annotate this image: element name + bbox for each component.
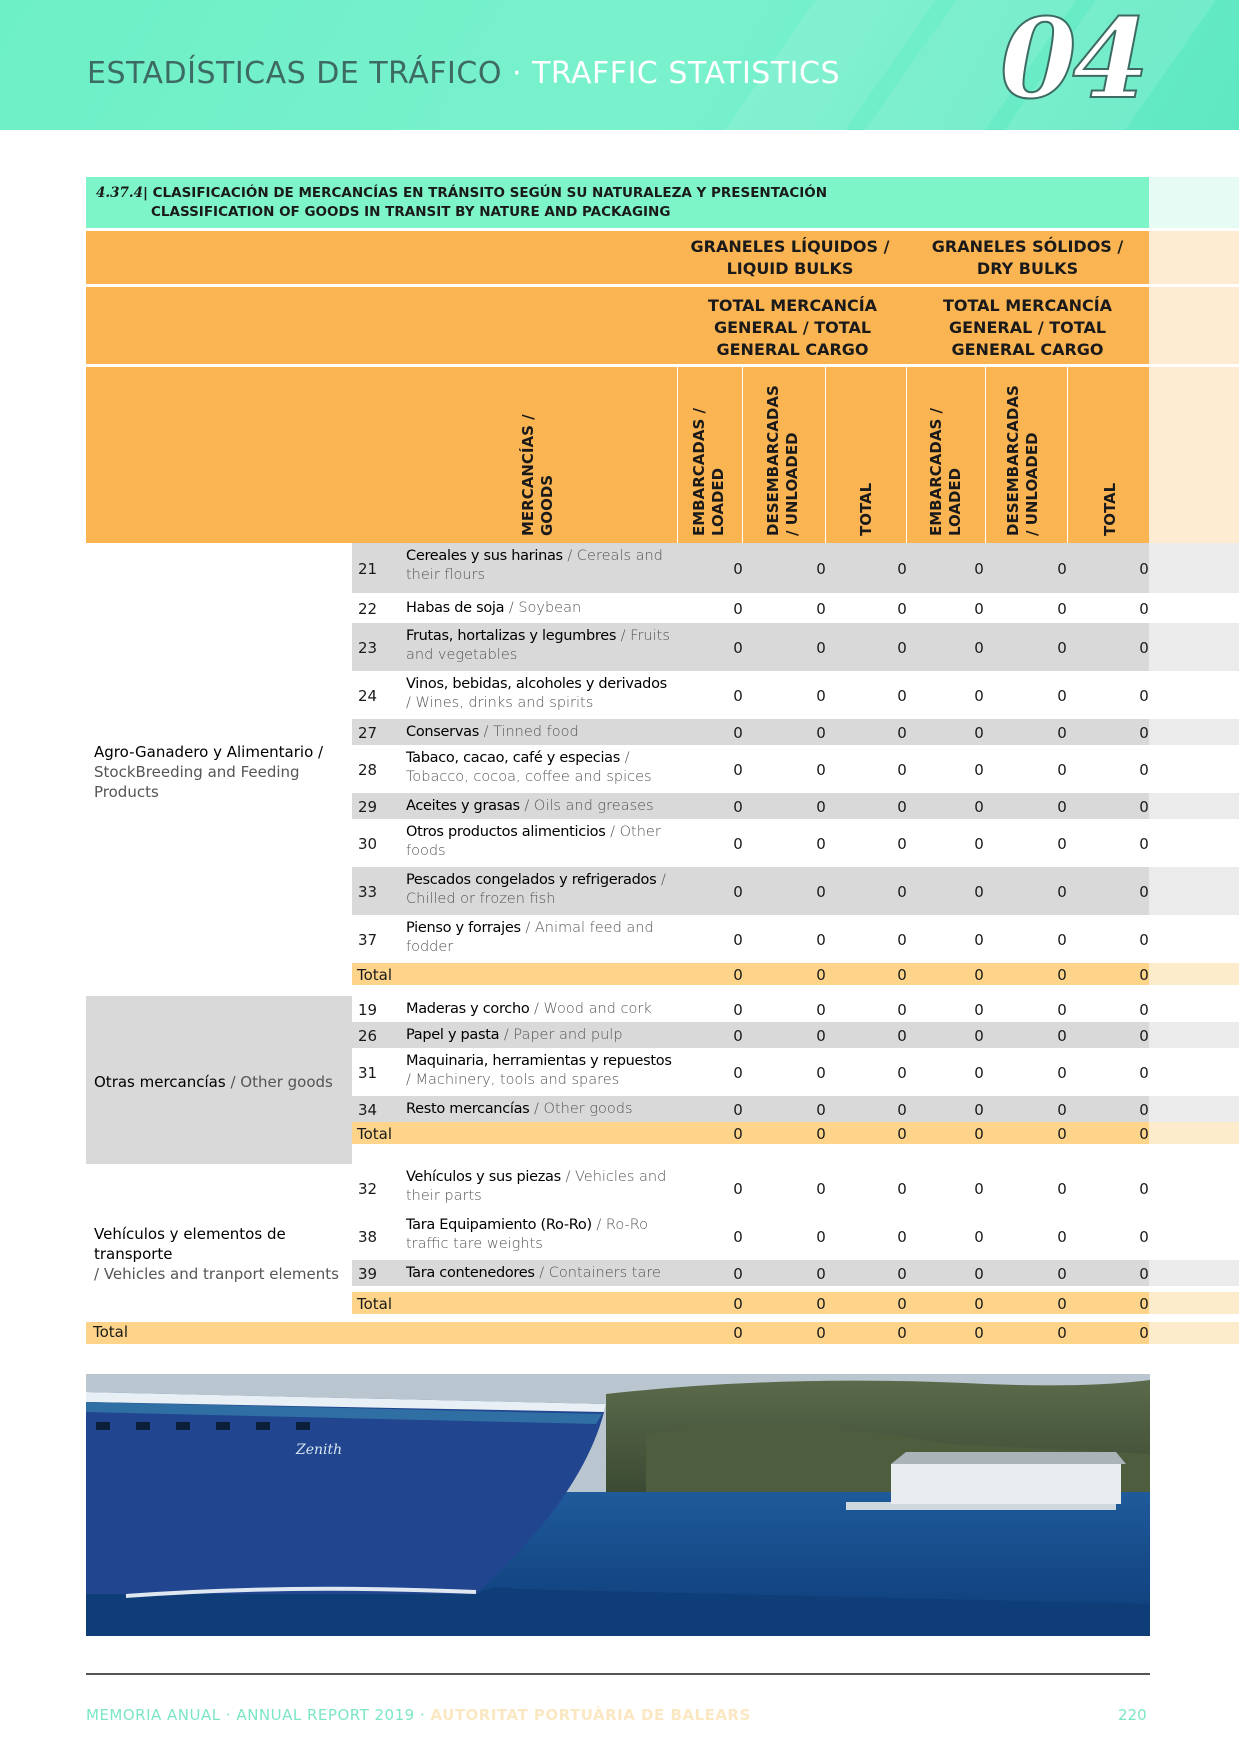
cell-value: 0 xyxy=(897,930,907,949)
cell-value: 0 xyxy=(1057,1264,1067,1283)
header-fade xyxy=(1149,367,1239,543)
cell-value: 0 xyxy=(1139,965,1149,984)
row-description-es: Tara Equipamiento (Ro-Ro) xyxy=(406,1217,592,1233)
group-other xyxy=(86,996,352,1164)
cell-value: 0 xyxy=(733,1100,743,1119)
cell-value: 0 xyxy=(897,1124,907,1143)
table-row xyxy=(352,543,1149,593)
cell-value: 0 xyxy=(1139,834,1149,853)
cell-value: 0 xyxy=(733,1124,743,1143)
row-description xyxy=(406,627,676,665)
row-description-es: Frutas, hortalizas y legumbres xyxy=(406,628,617,644)
cell-value: 0 xyxy=(974,1063,984,1082)
cell-value: 0 xyxy=(897,1179,907,1198)
footer-divider xyxy=(86,1673,1150,1675)
column-divider xyxy=(1067,367,1068,543)
table-row xyxy=(352,867,1149,915)
cell-value: 0 xyxy=(897,797,907,816)
column-divider xyxy=(906,367,907,543)
row-code: 31 xyxy=(358,1063,378,1082)
cell-value: 0 xyxy=(1057,1124,1067,1143)
cell-value: 0 xyxy=(974,797,984,816)
cell-value: 0 xyxy=(897,1227,907,1246)
cell-value: 0 xyxy=(1057,686,1067,705)
cell-value: 0 xyxy=(1057,723,1067,742)
column-divider xyxy=(742,367,743,543)
cell-value: 0 xyxy=(1057,1026,1067,1045)
cell-value: 0 xyxy=(733,834,743,853)
row-description-es: Maderas y corcho xyxy=(406,1000,530,1017)
cell-value: 0 xyxy=(1057,1179,1067,1198)
cell-value: 0 xyxy=(1139,1124,1149,1143)
cell-value: 0 xyxy=(1139,686,1149,705)
cell-value: 0 xyxy=(816,1294,826,1313)
cell-value: 0 xyxy=(974,686,984,705)
cell-value: 0 xyxy=(1057,797,1067,816)
row-description-es: Aceites y grasas xyxy=(406,797,520,814)
cell-value: 0 xyxy=(974,760,984,779)
subtotal-row xyxy=(352,1122,1149,1144)
row-description xyxy=(406,599,676,618)
cell-value: 0 xyxy=(1057,1227,1067,1246)
row-code: 24 xyxy=(358,686,378,705)
cell-value: 0 xyxy=(897,965,907,984)
footer-port: AUTORITAT PORTUÀRIA DE BALEARS xyxy=(430,1706,751,1724)
row-code: 21 xyxy=(358,559,378,578)
subtotal-label: Total xyxy=(357,1294,393,1313)
cell-value: 0 xyxy=(816,686,826,705)
cell-value: 0 xyxy=(1139,1264,1149,1283)
row-fade xyxy=(1149,1122,1239,1144)
cell-value: 0 xyxy=(1139,1294,1149,1313)
page-number: 220 xyxy=(1118,1706,1147,1724)
group-label-es: Agro-Ganadero y Alimentario / xyxy=(94,743,324,761)
footer-report: MEMORIA ANUAL · ANNUAL REPORT 2019 · xyxy=(86,1706,431,1724)
cell-value: 0 xyxy=(1057,599,1067,618)
group-label-en: / Vehicles and tranport elements xyxy=(94,1265,339,1283)
cell-value: 0 xyxy=(974,1100,984,1119)
group-label-es: Vehículos y elementos de transporte xyxy=(94,1225,286,1263)
header-band-columns xyxy=(86,367,1149,543)
cell-value: 0 xyxy=(733,1264,743,1283)
ferry-photo xyxy=(86,1374,1150,1636)
cell-value: 0 xyxy=(1057,1294,1067,1313)
cell-value: 0 xyxy=(1139,559,1149,578)
cell-value: 0 xyxy=(816,1264,826,1283)
row-description-es: Vehículos y sus piezas xyxy=(406,1169,561,1185)
cell-value: 0 xyxy=(733,559,743,578)
table-row xyxy=(352,593,1149,623)
cell-value: 0 xyxy=(816,1000,826,1019)
group-agro xyxy=(86,543,352,996)
table-row xyxy=(352,1048,1149,1096)
cell-value: 0 xyxy=(733,882,743,901)
cell-value: 0 xyxy=(1139,1227,1149,1246)
cell-value: 0 xyxy=(974,965,984,984)
page-title-en: TRAFFIC STATISTICS xyxy=(532,56,841,91)
cell-value: 0 xyxy=(897,760,907,779)
ferry-illustration xyxy=(86,1374,1150,1636)
row-code: 34 xyxy=(358,1100,378,1119)
cell-value: 0 xyxy=(1139,1026,1149,1045)
cell-value: 0 xyxy=(733,1294,743,1313)
cell-value: 0 xyxy=(897,834,907,853)
grand-total-value: 0 xyxy=(1139,1324,1149,1342)
row-fade xyxy=(1149,1322,1239,1344)
col-solid-unloaded: DESEMBARCADAS / UNLOADED xyxy=(1004,385,1041,536)
subtotal-row xyxy=(352,1292,1149,1314)
table-row xyxy=(352,745,1149,793)
row-fade xyxy=(1149,1022,1239,1048)
row-description xyxy=(406,1052,676,1090)
row-description-es: Pienso y forrajes xyxy=(406,920,521,936)
table-row xyxy=(352,1096,1149,1122)
cell-value: 0 xyxy=(897,1264,907,1283)
cell-value: 0 xyxy=(733,723,743,742)
cell-value: 0 xyxy=(816,834,826,853)
row-description xyxy=(406,919,676,957)
row-description-en: / Paper and pulp xyxy=(499,1026,623,1043)
cell-value: 0 xyxy=(733,1063,743,1082)
table-row xyxy=(352,623,1149,671)
row-fade xyxy=(1149,543,1239,593)
row-description xyxy=(406,675,676,713)
page-header xyxy=(0,0,1239,130)
row-description xyxy=(406,871,676,909)
table-row xyxy=(352,1164,1149,1212)
cell-value: 0 xyxy=(816,760,826,779)
cell-value: 0 xyxy=(897,1063,907,1082)
cell-value: 0 xyxy=(1139,1000,1149,1019)
table-caption xyxy=(86,177,1149,228)
row-description-es: Otros productos alimenticios xyxy=(406,824,606,840)
row-description xyxy=(406,1216,676,1254)
cell-value: 0 xyxy=(816,930,826,949)
cell-value: 0 xyxy=(897,1026,907,1045)
table-row xyxy=(352,793,1149,819)
cell-value: 0 xyxy=(733,1000,743,1019)
row-description-es: Resto mercancías xyxy=(406,1100,530,1117)
cell-value: 0 xyxy=(974,834,984,853)
col-group-solid: GRANELES SÓLIDOS / DRY BULKS xyxy=(931,237,1124,278)
cell-value: 0 xyxy=(897,882,907,901)
row-fade xyxy=(1149,1096,1239,1122)
row-code: 30 xyxy=(358,834,378,853)
row-description-en: / Fruits and vegetables xyxy=(406,628,670,663)
row-description-en: / Oils and greases xyxy=(519,797,654,814)
row-description-es: Vinos, bebidas, alcoholes y derivados xyxy=(406,676,667,692)
row-description xyxy=(406,1000,676,1019)
row-description-en: / Tinned food xyxy=(478,723,579,740)
grand-total-label: Total xyxy=(93,1323,129,1341)
cell-value: 0 xyxy=(1057,1100,1067,1119)
cell-value: 0 xyxy=(1057,834,1067,853)
row-description-en: / Chilled or frozen fish xyxy=(406,872,666,907)
table-row xyxy=(352,719,1149,745)
cell-value: 0 xyxy=(733,760,743,779)
cell-value: 0 xyxy=(974,638,984,657)
cell-value: 0 xyxy=(897,723,907,742)
cell-value: 0 xyxy=(974,1179,984,1198)
column-divider xyxy=(985,367,986,543)
page-title-es: ESTADÍSTICAS DE TRÁFICO xyxy=(87,56,502,91)
table-number: 4.37.4 xyxy=(96,185,143,201)
row-fade xyxy=(1149,793,1239,819)
row-code: 27 xyxy=(358,723,378,742)
cell-value: 0 xyxy=(816,1100,826,1119)
row-fade xyxy=(1149,963,1239,985)
row-description xyxy=(406,1264,676,1283)
row-description-en: / Wood and cork xyxy=(529,1000,652,1017)
row-code: 29 xyxy=(358,797,378,816)
row-description-es: Maquinaria, herramientas y repuestos xyxy=(406,1053,672,1069)
col-subgroup-solid: TOTAL MERCANCÍA GENERAL / TOTAL GENERAL CARGO xyxy=(942,296,1113,359)
cell-value: 0 xyxy=(974,1026,984,1045)
cell-value: 0 xyxy=(733,1026,743,1045)
col-liquid-loaded: EMBARCADAS / LOADED xyxy=(690,408,727,536)
table-row xyxy=(352,996,1149,1022)
cell-value: 0 xyxy=(897,559,907,578)
page-title xyxy=(87,56,840,91)
col-liquid-total: TOTAL xyxy=(857,482,875,536)
chapter-number: 04 xyxy=(1000,0,1146,123)
group-label-en: StockBreeding and Feeding Products xyxy=(94,763,300,801)
column-divider xyxy=(825,367,826,543)
row-code: 32 xyxy=(358,1179,378,1198)
cell-value: 0 xyxy=(1057,760,1067,779)
column-divider xyxy=(677,367,678,543)
svg-text:Zenith: Zenith xyxy=(296,1442,343,1458)
row-description xyxy=(406,1026,676,1045)
row-description xyxy=(406,547,676,585)
cell-value: 0 xyxy=(1139,1179,1149,1198)
cell-value: 0 xyxy=(1057,559,1067,578)
row-code: 19 xyxy=(358,1000,378,1019)
cell-value: 0 xyxy=(816,599,826,618)
col-group-liquid: GRANELES LÍQUIDOS / LIQUID BULKS xyxy=(690,237,890,278)
cell-value: 0 xyxy=(1057,930,1067,949)
cell-value: 0 xyxy=(974,882,984,901)
cell-value: 0 xyxy=(1057,965,1067,984)
row-description-en: / Containers tare xyxy=(534,1264,661,1281)
subtotal-label: Total xyxy=(357,1124,393,1143)
row-fade xyxy=(1149,719,1239,745)
cell-value: 0 xyxy=(816,1179,826,1198)
table-row xyxy=(352,1260,1149,1286)
table-row xyxy=(352,819,1149,867)
cell-value: 0 xyxy=(1057,882,1067,901)
row-description-en: / Soybean xyxy=(504,599,582,616)
cell-value: 0 xyxy=(816,723,826,742)
caption-fade xyxy=(1149,177,1239,228)
row-description-es: Cereales y sus harinas xyxy=(406,548,563,564)
row-description-en: / Other goods xyxy=(529,1100,633,1117)
cell-value: 0 xyxy=(816,965,826,984)
row-code: 22 xyxy=(358,599,378,618)
cell-value: 0 xyxy=(1139,723,1149,742)
cell-value: 0 xyxy=(816,1063,826,1082)
cell-value: 0 xyxy=(974,1264,984,1283)
row-description-en: / Ro-Ro traffic tare weights xyxy=(406,1217,649,1252)
cell-value: 0 xyxy=(974,930,984,949)
col-solid-loaded: EMBARCADAS / LOADED xyxy=(927,408,964,536)
cell-value: 0 xyxy=(816,559,826,578)
row-code: 28 xyxy=(358,760,378,779)
row-code: 38 xyxy=(358,1227,378,1246)
table-title-es: | CLASIFICACIÓN DE MERCANCÍAS EN TRÁNSITO SEGÚN SU NATURALEZA Y PRESENTACIÓN xyxy=(142,185,828,201)
cell-value: 0 xyxy=(1057,1063,1067,1082)
grand-total-value: 0 xyxy=(1057,1324,1067,1342)
cell-value: 0 xyxy=(974,599,984,618)
cell-value: 0 xyxy=(816,1227,826,1246)
row-fade xyxy=(1149,1292,1239,1314)
row-description-en: / Machinery, tools and spares xyxy=(406,1072,620,1088)
cell-value: 0 xyxy=(816,797,826,816)
cell-value: 0 xyxy=(733,797,743,816)
cell-value: 0 xyxy=(733,638,743,657)
table-title-en: CLASSIFICATION OF GOODS IN TRANSIT BY NATURE AND PACKAGING xyxy=(151,204,671,220)
header-fade xyxy=(1149,287,1239,364)
table-row xyxy=(352,1212,1149,1260)
cell-value: 0 xyxy=(974,1124,984,1143)
row-description-es: Pescados congelados y refrigerados xyxy=(406,872,657,888)
row-description-en: / Other foods xyxy=(406,824,661,859)
table-row xyxy=(352,671,1149,719)
cell-value: 0 xyxy=(733,965,743,984)
cell-value: 0 xyxy=(733,599,743,618)
cell-value: 0 xyxy=(1139,1100,1149,1119)
cell-value: 0 xyxy=(897,1294,907,1313)
group-label-es: Otras mercancías xyxy=(94,1073,226,1091)
grand-total-value: 0 xyxy=(816,1324,826,1342)
cell-value: 0 xyxy=(1139,882,1149,901)
grand-total-value: 0 xyxy=(974,1324,984,1342)
col-subgroup-liquid: TOTAL MERCANCÍA GENERAL / TOTAL GENERAL CARGO xyxy=(707,296,878,359)
header-fade xyxy=(1149,231,1239,284)
col-goods: MERCANCÍAS / GOODS xyxy=(519,414,556,536)
row-description-es: Papel y pasta xyxy=(406,1026,500,1043)
row-fade xyxy=(1149,867,1239,915)
cell-value: 0 xyxy=(974,1227,984,1246)
cell-value: 0 xyxy=(1139,599,1149,618)
subtotal-label: Total xyxy=(357,965,393,984)
cell-value: 0 xyxy=(897,599,907,618)
table-row xyxy=(352,915,1149,963)
group-label-en: / Other goods xyxy=(230,1073,333,1091)
cell-value: 0 xyxy=(733,686,743,705)
row-description-es: Habas de soja xyxy=(406,599,505,616)
row-description-en: / Vehicles and their parts xyxy=(406,1169,667,1204)
title-separator: · xyxy=(501,56,533,91)
row-fade xyxy=(1149,623,1239,671)
grand-total-value: 0 xyxy=(897,1324,907,1342)
row-code: 26 xyxy=(358,1026,378,1045)
row-code: 23 xyxy=(358,638,378,657)
row-description-es: Tara contenedores xyxy=(406,1264,535,1281)
cell-value: 0 xyxy=(733,1227,743,1246)
cell-value: 0 xyxy=(1139,797,1149,816)
cell-value: 0 xyxy=(1139,760,1149,779)
row-description xyxy=(406,723,676,742)
row-description-es: Conservas xyxy=(406,723,479,740)
cell-value: 0 xyxy=(897,1100,907,1119)
row-description-es: Tabaco, cacao, café y especias xyxy=(406,750,621,766)
row-code: 39 xyxy=(358,1264,378,1283)
col-liquid-unloaded: DESEMBARCADAS / UNLOADED xyxy=(764,385,801,536)
row-fade xyxy=(1149,1260,1239,1286)
cell-value: 0 xyxy=(816,1026,826,1045)
row-description-en: / Wines, drinks and spirits xyxy=(406,695,594,711)
row-code: 37 xyxy=(358,930,378,949)
cell-value: 0 xyxy=(1139,638,1149,657)
cell-value: 0 xyxy=(974,1000,984,1019)
cell-value: 0 xyxy=(816,638,826,657)
group-vehicles xyxy=(86,1164,352,1320)
cell-value: 0 xyxy=(1057,1000,1067,1019)
row-description-en: / Tobacco, cocoa, coffee and spices xyxy=(406,750,652,785)
grand-total-value: 0 xyxy=(733,1324,743,1342)
row-description-en: / Animal feed and fodder xyxy=(406,920,654,955)
footer-text xyxy=(86,1706,751,1724)
cell-value: 0 xyxy=(897,686,907,705)
cell-value: 0 xyxy=(974,723,984,742)
cell-value: 0 xyxy=(816,1124,826,1143)
cell-value: 0 xyxy=(897,1000,907,1019)
row-description xyxy=(406,1168,676,1206)
row-description xyxy=(406,1100,676,1119)
row-description xyxy=(406,823,676,861)
row-description-en: / Cereals and their flours xyxy=(406,548,663,583)
cell-value: 0 xyxy=(816,882,826,901)
cell-value: 0 xyxy=(1139,930,1149,949)
table-row xyxy=(352,1022,1149,1048)
cell-value: 0 xyxy=(1139,1063,1149,1082)
row-code: 33 xyxy=(358,882,378,901)
grand-total-row xyxy=(352,1322,1149,1344)
cell-value: 0 xyxy=(897,638,907,657)
row-description xyxy=(406,749,676,787)
cell-value: 0 xyxy=(1057,638,1067,657)
cell-value: 0 xyxy=(974,1294,984,1313)
cell-value: 0 xyxy=(733,1179,743,1198)
cell-value: 0 xyxy=(974,559,984,578)
row-description xyxy=(406,797,676,816)
cell-value: 0 xyxy=(733,930,743,949)
subtotal-row xyxy=(352,963,1149,985)
col-solid-total: TOTAL xyxy=(1101,482,1119,536)
